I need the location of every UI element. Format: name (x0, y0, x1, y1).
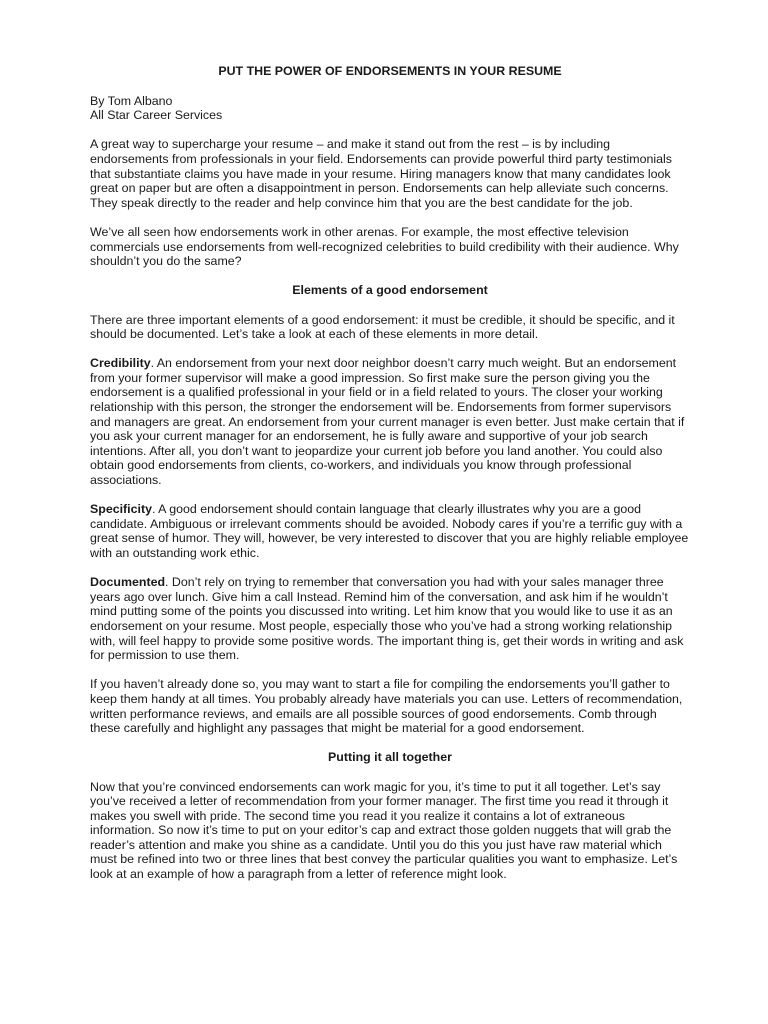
document-title: PUT THE POWER OF ENDORSEMENTS IN YOUR RESUME (218, 64, 562, 78)
paragraph-body: Now that you’re convinced endorsements can work magic for you, it’s time to put it all together. Let’s say you’ve received a letter of recommendation from your former manager. The first time you read it through it makes you swell with pride. The second time you read it you realize it contains a lot of extraneous information. So now it’s time to put on your editor’s cap and extract those golden nuggets that will grab the reader’s attention and make you shine as a candidate. Until you do this you just have raw material which must be refined into two or three lines that best convey the particular qualities you want to emphasize. Let’s look at an example of how a paragraph from a letter of reference might look. (90, 779, 678, 882)
paragraph-body: There are three important elements of a good endorsement: it must be credible, it should be specific, and it should be documented. Let’s take a look at each of these elements in more detail. (90, 312, 675, 342)
compile-file-paragraph (90, 677, 690, 735)
documented-lead: Documented (90, 575, 166, 590)
putting-together-paragraph (90, 780, 690, 882)
document-page (90, 64, 690, 896)
organization: All Star Career Services (90, 108, 223, 123)
intro-paragraph: A great way to supercharge your resume – and make it stand out from the rest – is by including endorsements from professionals in your field. Endorsements can provide powerful third party testimonials that substantiate claims you have made in your resume. Hiring managers know that many candidates look great on paper but are often a disappointment in person. Endorsements can help alleviate such concerns. They speak directly to the reader and help convince him that you are the best candidate for the job. (90, 137, 672, 210)
paragraph-body: . An endorsement from your next door neighbor doesn’t carry much weight. But an endorsement from your former supervisor will make a good impression. So first make sure the person giving you the endorsement is a qualified professional in your field or in a field related to yours. The closer your working relationship with this person, the stronger the endorsement will be. Endorsements from former supervisors and managers are great. An endorsement from your current manager is even better. Just make certain that if you ask your current manager for an endorsement, he is fully aware and supportive of your job search intentions. After all, you don’t want to jeopardize your current job before you land another. You could also obtain good endorsements from clients, co-workers, and individuals you know through professional associations. (90, 356, 685, 488)
specificity-paragraph (90, 502, 690, 560)
author: By Tom Albano (90, 93, 173, 108)
byline (90, 94, 690, 123)
elements-overview-paragraph (90, 313, 690, 342)
credibility-lead: Credibility (90, 356, 151, 371)
paragraph-body: . Don’t rely on trying to remember that conversation you had with your sales manager three years ago over lunch. Give him a call Instead. Remind him of the conversation, and ask him if he wouldn’t mind putting some of the points you discussed into writing. Let him know that you would like to use it as an endorsement on your resume. Most people, especially those who you’ve had a strong working relationship with, will feel happy to provide some positive words. The important thing is, get their words in writing and ask for permission to use them. (90, 575, 684, 663)
specificity-lead: Specificity (90, 502, 152, 517)
credibility-paragraph (90, 356, 690, 487)
paragraph-body: . A good endorsement should contain language that clearly illustrates why you are a good candidate. Ambiguous or irrelevant comments should be avoided. Nobody cares if you’re a terrific guy with a great sense of humor. They will, however, be very interested to discover that you are highly reliable employee with an outstanding work ethic. (90, 502, 689, 560)
documented-paragraph (90, 575, 690, 663)
paragraph-body: If you haven’t already done so, you may want to start a file for compiling the endorsements you’ll gather to keep them handy at all times. You probably already have materials you can use. Letters of recommendation, written performance reviews, and emails are all possible sources of good endorsements. Comb through these carefully and highlight any passages that might be material for a good endorsement. (90, 677, 683, 736)
section-heading-elements: Elements of a good endorsement (292, 283, 488, 298)
section-heading-putting-together: Putting it all together (328, 750, 452, 765)
intro-paragraph: We’ve all seen how endorsements work in other arenas. For example, the most effective television commercials use endorsements from well-recognized celebrities to build credibility with their audience. Why shouldn’t you do the same? (90, 224, 679, 269)
